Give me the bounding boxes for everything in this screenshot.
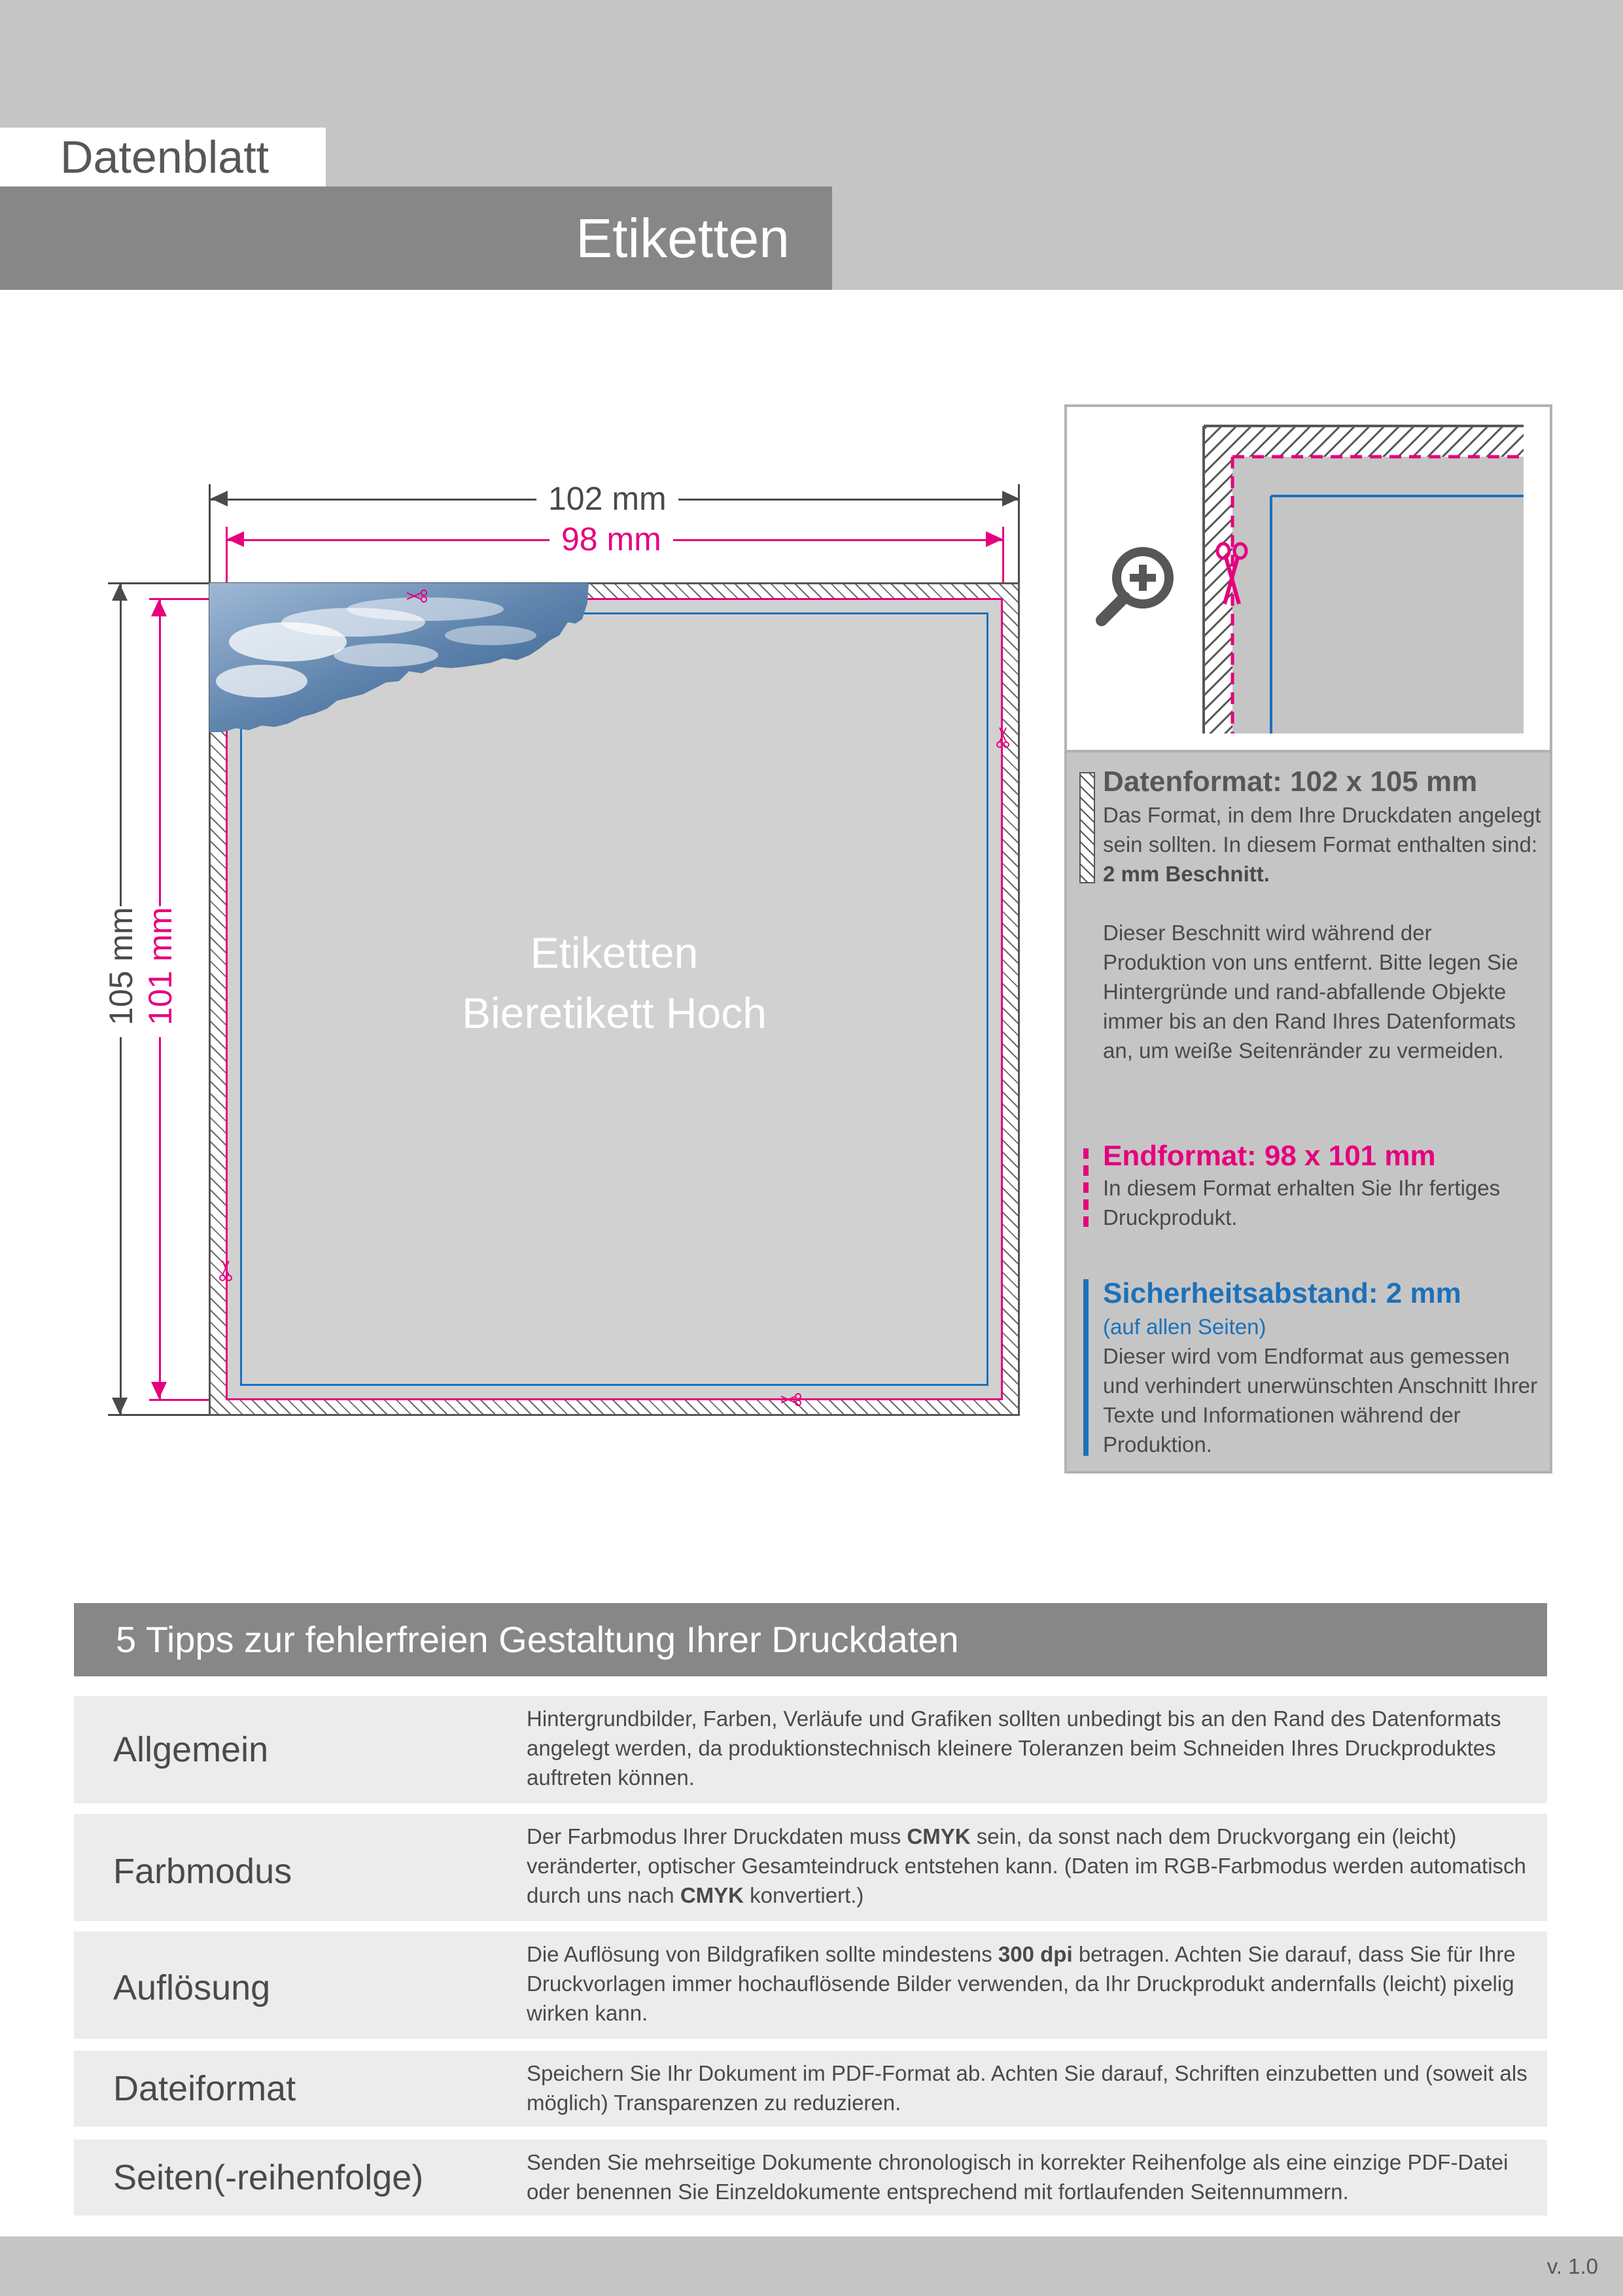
tip-text-bold: CMYK: [907, 1824, 971, 1848]
label-title-line2: Bieretikett Hoch: [462, 989, 767, 1037]
endformat-text: In diesem Format erhalten Sie Ihr fertiges Druckprodukt.: [1103, 1176, 1501, 1229]
tip-text-part: Der Farbmodus Ihrer Druckdaten muss: [527, 1824, 901, 1848]
outer-width-label: 102 mm: [536, 479, 678, 518]
datenformat-text: [1103, 800, 1541, 889]
tip-label: Allgemein: [113, 1730, 269, 1769]
scissors-icon: [1215, 542, 1248, 607]
sicherheit-heading: Sicherheitsabstand: 2 mm: [1103, 1277, 1461, 1309]
sky-image-fragment: [209, 583, 589, 733]
scissors-icon: [996, 726, 1010, 749]
tip-text: Hintergrundbilder, Farben, Verläufe und Grafiken sollten unbedingt bis an den Rand des Datenformats angelegt werden, da produktionstechnisch kleinere Toleranzen beim Schneiden Ihres Druckproduktes auftreten können.: [527, 1706, 1501, 1790]
tip-text-bold: 300 dpi: [998, 1942, 1073, 1966]
safety-legend-marker: [1083, 1279, 1089, 1456]
tip-text-part: sein, da sonst nach dem Druckvorgang ein (leicht) veränderter, optischer Gesamteindruck entstehen kann. (Daten im RGB-Farbmodus werden automatisch durch uns nach: [527, 1824, 1526, 1907]
tips-title: 5 Tipps zur fehlerfreien Gestaltung Ihrer Druckdaten: [116, 1619, 959, 1660]
tip-text-part: konvertiert.): [750, 1883, 864, 1907]
tip-text-bold: CMYK: [680, 1883, 744, 1907]
outer-width-tick-left: [209, 484, 211, 582]
tip-label: Dateiformat: [113, 2069, 296, 2108]
inner-height-label: 101 mm: [141, 906, 180, 1037]
inner-width-label: 98 mm: [550, 520, 673, 559]
tip-label: Seiten(-reihenfolge): [113, 2158, 424, 2197]
endformat-legend-marker: [1083, 1148, 1089, 1227]
label-title: [226, 923, 1003, 1043]
tip-row-dateiformat: [74, 2051, 1547, 2127]
zoom-in-icon: [1094, 542, 1179, 627]
version-label: v. 1.0: [1546, 2254, 1598, 2278]
datenformat-text-main: Das Format, in dem Ihre Druckdaten angelegt sein sollten. In diesem Format enthalten sind:: [1103, 803, 1541, 857]
endformat-heading: Endformat: 98 x 101 mm: [1103, 1140, 1436, 1172]
tip-row-allgemein: [74, 1696, 1547, 1803]
label-title-line1: Etiketten: [530, 928, 699, 977]
tip-row-farbmodus: [74, 1814, 1547, 1921]
footer-band: [0, 2236, 1623, 2296]
tip-row-aufloesung: [74, 1932, 1547, 2039]
sicherheit-subtext: (auf allen Seiten): [1103, 1315, 1266, 1339]
tip-text: Speichern Sie Ihr Dokument im PDF-Format ab. Achten Sie darauf, Schriften einzubetten und (soweit als möglich) Transparenzen zu reduzieren.: [527, 2061, 1527, 2115]
bleed-legend-marker: [1079, 772, 1095, 883]
outer-height-tick-top: [108, 582, 209, 584]
tip-text: [527, 1939, 1534, 2028]
tip-text-part: betragen. Achten Sie darauf, dass Sie für Ihre Druckvorlagen immer hochauflösende Bilder verwenden, da Ihr Druckprodukt andernfalls (leicht) pixelig wirken kann.: [527, 1942, 1516, 2025]
datenblatt-label: Datenblatt: [60, 132, 270, 183]
scissors-icon: [780, 1392, 802, 1407]
tip-text-part: Die Auflösung von Bildgrafiken sollte mindestens: [527, 1942, 992, 1966]
outer-height-tick-bottom: [108, 1414, 209, 1416]
outer-height-label: 105 mm: [101, 906, 141, 1037]
datenformat-text-bold: 2 mm Beschnitt.: [1103, 862, 1270, 886]
tip-row-seiten: [74, 2140, 1547, 2216]
tip-text: Senden Sie mehrseitige Dokumente chronologisch in korrekter Reihenfolge als eine einzige PDF-Datei oder benennen Sie Einzeldokumente entsprechend mit fortlaufenden Seitennummern.: [527, 2150, 1509, 2204]
datenformat-heading: Datenformat: 102 x 105 mm: [1103, 766, 1478, 798]
scissors-icon: [406, 589, 428, 603]
outer-width-tick-right: [1018, 484, 1020, 582]
sicherheit-text: Dieser wird vom Endformat aus gemessen und verhindert unerwünschten Anschnitt Ihrer Texte und Informationen während der Produktion.: [1103, 1344, 1538, 1457]
page-title: Etiketten: [576, 207, 790, 269]
tip-label: Auflösung: [113, 1968, 271, 2007]
scissors-icon: [218, 1260, 233, 1282]
tip-label: Farbmodus: [113, 1852, 292, 1891]
tip-text: [527, 1822, 1534, 1910]
beschnitt-text: Dieser Beschnitt wird während der Produktion von uns entfernt. Bitte legen Sie Hintergründe und rand-abfallende Objekte immer bis an den Rand Ihres Datenformats an, um weiße Seitenränder zu vermeiden.: [1103, 921, 1518, 1063]
